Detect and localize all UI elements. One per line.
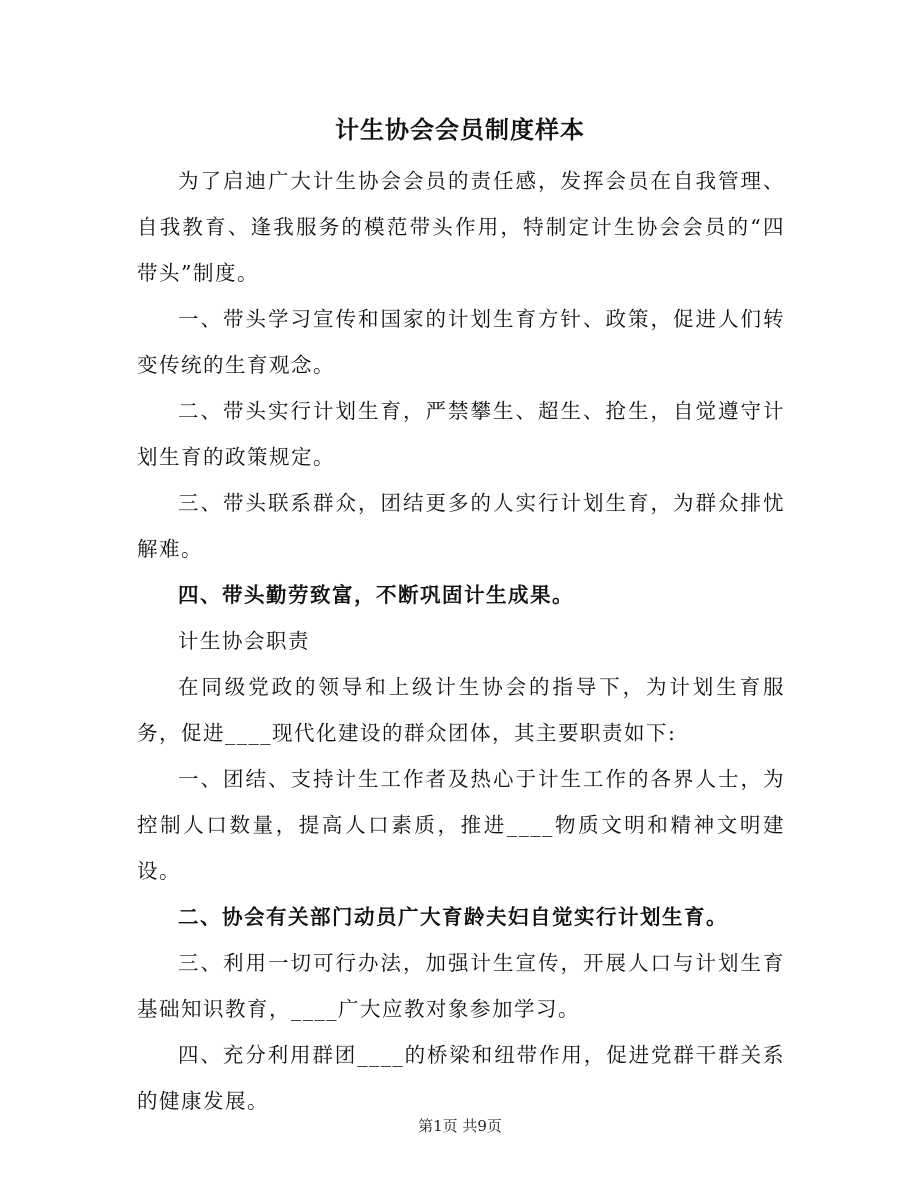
duty-3-paragraph: 三、利用一切可行办法，加强计生宣传，开展人口与计划生育基础知识教育，____广大应教对象参加学习。 [137,951,785,1021]
rule-3-paragraph: 三、带头联系群众，团结更多的人实行计划生育，为群众排忧解难。 [137,491,785,561]
duty-2-paragraph: 二、协会有关部门动员广大育龄夫妇自觉实行计划生育。 [178,905,728,929]
document-title: 计生协会会员制度样本 [335,115,585,144]
section-heading-duties: 计生协会职责 [178,629,310,653]
rule-2-paragraph: 二、带头实行计划生育，严禁攀生、超生、抢生，自觉遵守计划生育的政策规定。 [137,399,785,469]
rule-1-paragraph: 一、带头学习宣传和国家的计划生育方针、政策，促进人们转变传统的生育观念。 [137,307,785,377]
document-body [137,158,785,1124]
intro-paragraph: 为了启迪广大计生协会会员的责任感，发挥会员在自我管理、自我教育、逢我服务的模范带头作用，特制定计生协会会员的“四带头”制度。 [137,169,785,285]
duty-4-paragraph: 四、充分利用群团____的桥梁和纽带作用，促进党群干群关系的健康发展。 [137,1043,785,1113]
duty-1-paragraph: 一、团结、支持计生工作者及热心于计生工作的各界人士，为控制人口数量，提高人口素质，推进____物质文明和精神文明建设。 [137,767,785,883]
duties-intro-paragraph: 在同级党政的领导和上级计生协会的指导下，为计划生育服务，促进____现代化建设的群众团体，其主要职责如下: [137,675,785,745]
rule-4-paragraph: 四、带头勤劳致富，不断巩固计生成果。 [178,583,574,607]
page-number-footer: 第1页 共9页 [418,1117,502,1135]
